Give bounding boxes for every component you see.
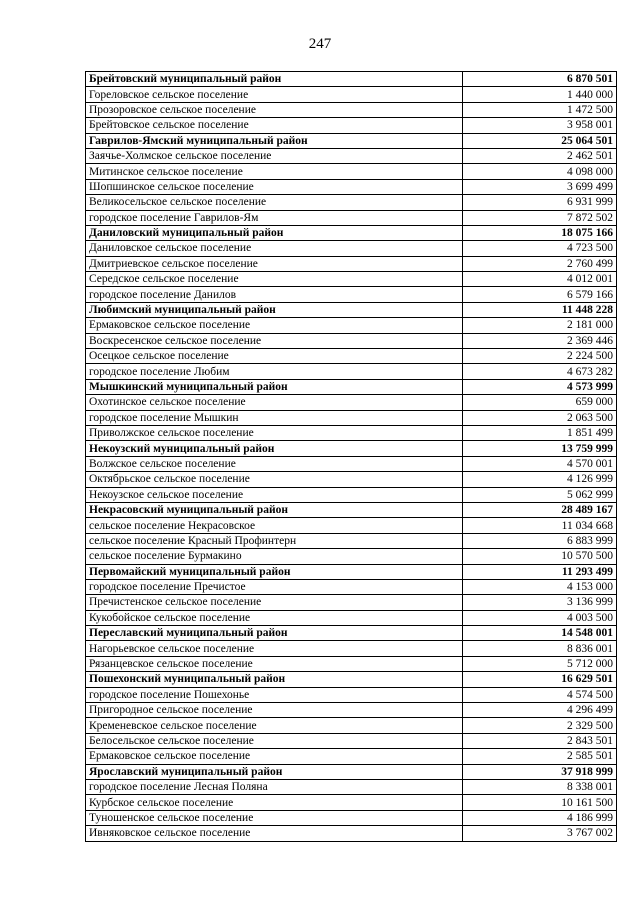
settlement-name: Митинское сельское поселение xyxy=(86,164,463,179)
district-name: Брейтовский муниципальный район xyxy=(86,72,463,87)
settlement-amount: 4 673 282 xyxy=(463,364,617,379)
district-row xyxy=(86,626,617,641)
settlement-name: Белосельское сельское поселение xyxy=(86,733,463,748)
settlement-name: городское поселение Пречистое xyxy=(86,579,463,594)
settlement-name: Кукобойское сельское поселение xyxy=(86,610,463,625)
settlement-name: Приволжское сельское поселение xyxy=(86,425,463,440)
settlement-row xyxy=(86,318,617,333)
settlement-amount: 2 843 501 xyxy=(463,733,617,748)
settlement-row xyxy=(86,487,617,502)
settlement-row xyxy=(86,148,617,163)
settlement-amount: 4 296 499 xyxy=(463,703,617,718)
district-amount: 18 075 166 xyxy=(463,225,617,240)
settlement-name: Ермаковское сельское поселение xyxy=(86,749,463,764)
settlement-row xyxy=(86,733,617,748)
settlement-name: Пречистенское сельское поселение xyxy=(86,595,463,610)
settlement-row xyxy=(86,656,617,671)
settlement-name: сельское поселение Бурмакино xyxy=(86,549,463,564)
settlement-amount: 2 760 499 xyxy=(463,256,617,271)
settlement-row xyxy=(86,333,617,348)
settlement-amount: 3 767 002 xyxy=(463,826,617,841)
budget-table-body xyxy=(86,72,617,842)
settlement-row xyxy=(86,518,617,533)
district-row xyxy=(86,225,617,240)
settlement-name: городское поселение Любим xyxy=(86,364,463,379)
settlement-amount: 5 062 999 xyxy=(463,487,617,502)
settlement-name: Дмитриевское сельское поселение xyxy=(86,256,463,271)
settlement-amount: 3 699 499 xyxy=(463,179,617,194)
settlement-amount: 2 329 500 xyxy=(463,718,617,733)
settlement-row xyxy=(86,810,617,825)
district-name: Ярославский муниципальный район xyxy=(86,764,463,779)
settlement-amount: 4 126 999 xyxy=(463,472,617,487)
settlement-amount: 1 851 499 xyxy=(463,425,617,440)
page-number: 247 xyxy=(308,36,332,52)
settlement-amount: 11 034 668 xyxy=(463,518,617,533)
settlement-amount: 6 931 999 xyxy=(463,195,617,210)
district-name: Любимский муниципальный район xyxy=(86,302,463,317)
settlement-row xyxy=(86,826,617,841)
settlement-row xyxy=(86,272,617,287)
district-amount: 16 629 501 xyxy=(463,672,617,687)
settlement-row xyxy=(86,118,617,133)
district-row xyxy=(86,502,617,517)
settlement-row xyxy=(86,687,617,702)
settlement-row xyxy=(86,195,617,210)
settlement-amount: 4 098 000 xyxy=(463,164,617,179)
district-row xyxy=(86,441,617,456)
district-row xyxy=(86,379,617,394)
settlement-name: Середское сельское поселение xyxy=(86,272,463,287)
district-amount: 28 489 167 xyxy=(463,502,617,517)
settlement-row xyxy=(86,425,617,440)
settlement-amount: 7 872 502 xyxy=(463,210,617,225)
settlement-row xyxy=(86,410,617,425)
district-amount: 14 548 001 xyxy=(463,626,617,641)
settlement-name: Великосельское сельское поселение xyxy=(86,195,463,210)
district-name: Мышкинский муниципальный район xyxy=(86,379,463,394)
settlement-row xyxy=(86,703,617,718)
settlement-name: городское поселение Гаврилов-Ям xyxy=(86,210,463,225)
settlement-name: Кременевское сельское поселение xyxy=(86,718,463,733)
settlement-row xyxy=(86,179,617,194)
settlement-name: Даниловское сельское поселение xyxy=(86,241,463,256)
settlement-name: Ивняковское сельское поселение xyxy=(86,826,463,841)
district-amount: 37 918 999 xyxy=(463,764,617,779)
settlement-amount: 10 161 500 xyxy=(463,795,617,810)
district-name: Некоузский муниципальный район xyxy=(86,441,463,456)
settlement-name: Шопшинское сельское поселение xyxy=(86,179,463,194)
district-row xyxy=(86,672,617,687)
settlement-row xyxy=(86,241,617,256)
settlement-row xyxy=(86,349,617,364)
settlement-name: Нагорьевское сельское поселение xyxy=(86,641,463,656)
settlement-name: городское поселение Пошехонье xyxy=(86,687,463,702)
settlement-amount: 3 136 999 xyxy=(463,595,617,610)
settlement-amount: 2 462 501 xyxy=(463,148,617,163)
settlement-amount: 5 712 000 xyxy=(463,656,617,671)
settlement-name: Туношенское сельское поселение xyxy=(86,810,463,825)
settlement-row xyxy=(86,641,617,656)
settlement-row xyxy=(86,102,617,117)
settlement-amount: 2 181 000 xyxy=(463,318,617,333)
district-amount: 6 870 501 xyxy=(463,72,617,87)
settlement-amount: 2 224 500 xyxy=(463,349,617,364)
district-amount: 13 759 999 xyxy=(463,441,617,456)
settlement-amount: 6 883 999 xyxy=(463,533,617,548)
district-amount: 25 064 501 xyxy=(463,133,617,148)
settlement-amount: 10 570 500 xyxy=(463,549,617,564)
district-row xyxy=(86,133,617,148)
settlement-amount: 8 338 001 xyxy=(463,779,617,794)
settlement-row xyxy=(86,795,617,810)
settlement-amount: 1 440 000 xyxy=(463,87,617,102)
settlement-row xyxy=(86,579,617,594)
district-name: Некрасовский муниципальный район xyxy=(86,502,463,517)
district-amount: 11 293 499 xyxy=(463,564,617,579)
settlement-name: Брейтовское сельское поселение xyxy=(86,118,463,133)
district-amount: 4 573 999 xyxy=(463,379,617,394)
settlement-name: городское поселение Мышкин xyxy=(86,410,463,425)
district-row xyxy=(86,564,617,579)
settlement-name: Рязанцевское сельское поселение xyxy=(86,656,463,671)
district-name: Даниловский муниципальный район xyxy=(86,225,463,240)
settlement-amount: 3 958 001 xyxy=(463,118,617,133)
settlement-name: Прозоровское сельское поселение xyxy=(86,102,463,117)
settlement-amount: 8 836 001 xyxy=(463,641,617,656)
budget-table xyxy=(85,71,617,842)
settlement-row xyxy=(86,779,617,794)
settlement-name: Курбское сельское поселение xyxy=(86,795,463,810)
settlement-name: Волжское сельское поселение xyxy=(86,456,463,471)
district-name: Первомайский муниципальный район xyxy=(86,564,463,579)
settlement-amount: 4 723 500 xyxy=(463,241,617,256)
settlement-row xyxy=(86,395,617,410)
settlement-row xyxy=(86,595,617,610)
settlement-row xyxy=(86,456,617,471)
settlement-amount: 4 153 000 xyxy=(463,579,617,594)
settlement-row xyxy=(86,256,617,271)
settlement-row xyxy=(86,549,617,564)
settlement-name: Осецкое сельское поселение xyxy=(86,349,463,364)
settlement-row xyxy=(86,364,617,379)
settlement-name: Некоузское сельское поселение xyxy=(86,487,463,502)
settlement-name: Ермаковское сельское поселение xyxy=(86,318,463,333)
settlement-name: Воскресенское сельское поселение xyxy=(86,333,463,348)
settlement-amount: 659 000 xyxy=(463,395,617,410)
settlement-name: Пригородное сельское поселение xyxy=(86,703,463,718)
settlement-row xyxy=(86,164,617,179)
settlement-row xyxy=(86,87,617,102)
settlement-row xyxy=(86,287,617,302)
settlement-row xyxy=(86,533,617,548)
settlement-amount: 4 003 500 xyxy=(463,610,617,625)
settlement-name: сельское поселение Некрасовское xyxy=(86,518,463,533)
settlement-name: Охотинское сельское поселение xyxy=(86,395,463,410)
settlement-amount: 2 063 500 xyxy=(463,410,617,425)
settlement-amount: 2 585 501 xyxy=(463,749,617,764)
district-row xyxy=(86,302,617,317)
district-row xyxy=(86,764,617,779)
settlement-name: Заячье-Холмское сельское поселение xyxy=(86,148,463,163)
settlement-row xyxy=(86,718,617,733)
settlement-amount: 4 186 999 xyxy=(463,810,617,825)
settlement-amount: 4 570 001 xyxy=(463,456,617,471)
settlement-row xyxy=(86,749,617,764)
settlement-amount: 4 574 500 xyxy=(463,687,617,702)
settlement-name: Гореловское сельское поселение xyxy=(86,87,463,102)
district-amount: 11 448 228 xyxy=(463,302,617,317)
settlement-row xyxy=(86,210,617,225)
district-name: Гаврилов-Ямский муниципальный район xyxy=(86,133,463,148)
settlement-amount: 1 472 500 xyxy=(463,102,617,117)
settlement-name: городское поселение Лесная Поляна xyxy=(86,779,463,794)
district-name: Пошехонский муниципальный район xyxy=(86,672,463,687)
settlement-name: сельское поселение Красный Профинтерн xyxy=(86,533,463,548)
settlement-row xyxy=(86,610,617,625)
district-name: Переславский муниципальный район xyxy=(86,626,463,641)
settlement-amount: 6 579 166 xyxy=(463,287,617,302)
settlement-name: Октябрьское сельское поселение xyxy=(86,472,463,487)
settlement-amount: 4 012 001 xyxy=(463,272,617,287)
settlement-row xyxy=(86,472,617,487)
settlement-name: городское поселение Данилов xyxy=(86,287,463,302)
district-row xyxy=(86,72,617,87)
settlement-amount: 2 369 446 xyxy=(463,333,617,348)
